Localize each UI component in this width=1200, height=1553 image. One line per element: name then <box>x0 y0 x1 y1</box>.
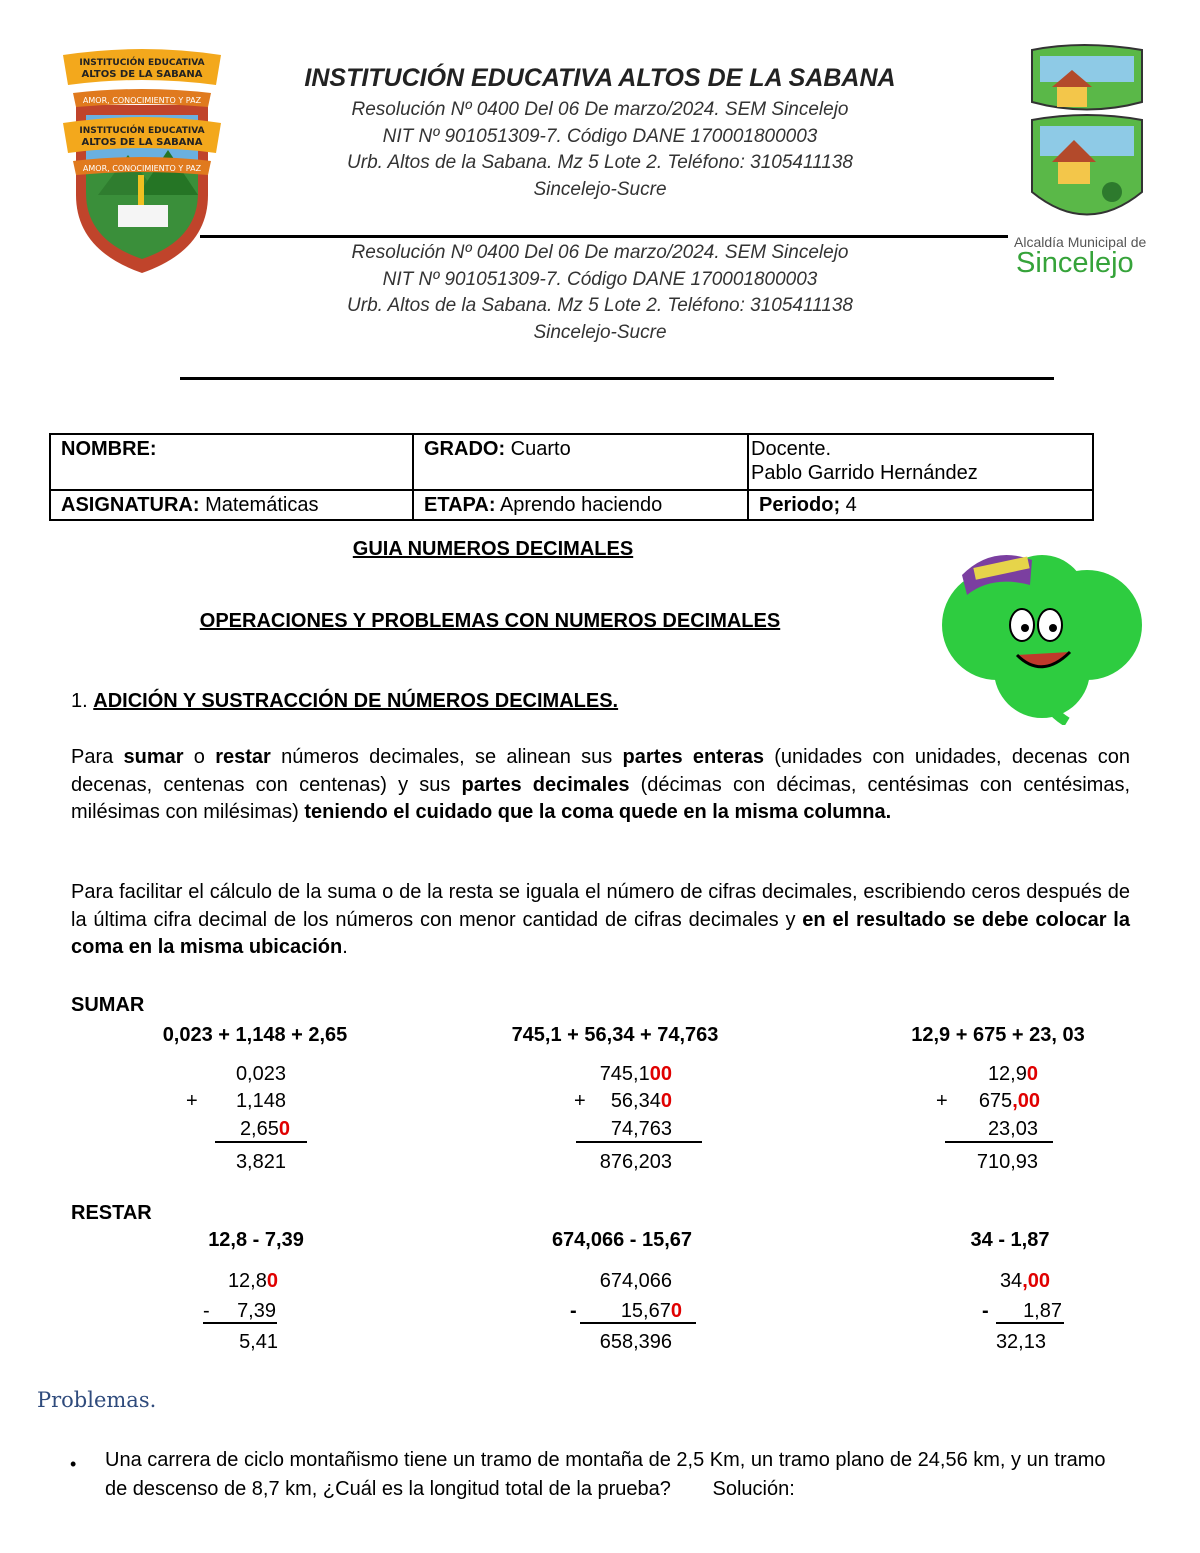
svg-text:AMOR, CONOCIMIENTO Y PAZ: AMOR, CONOCIMIENTO Y PAZ <box>82 96 202 105</box>
nombre-label: NOMBRE: <box>61 438 157 460</box>
periodo-value: 4 <box>840 494 857 516</box>
institution-title: INSTITUCIÓN EDUCATIVA ALTOS DE LA SABANA <box>304 64 896 92</box>
sum-op-row2: 1,148 <box>235 1090 286 1112</box>
sum-op-rule <box>945 1141 1053 1143</box>
header-info-block-repeat <box>200 240 1000 346</box>
sum-op-row2: 56,340 <box>610 1090 672 1112</box>
sub-op-title: 674,066 - 15,67 <box>551 1229 693 1251</box>
sub-op-row1: 674,066 <box>599 1270 672 1292</box>
alcaldia-logo <box>1012 42 1172 287</box>
sub-op-sign: - <box>982 1300 989 1322</box>
header-line-resolucion: Resolución Nº 0400 Del 06 De marzo/2024. SEM Sincelejo <box>351 242 849 263</box>
operaciones-title: OPERACIONES Y PROBLEMAS CON NUMEROS DECIMALES <box>199 610 781 632</box>
etapa-value: Aprendo haciendo <box>495 494 663 516</box>
sub-op-result: 32,13 <box>995 1331 1046 1353</box>
svg-text:INSTITUCIÓN EDUCATIVA: INSTITUCIÓN EDUCATIVA <box>79 126 205 136</box>
alcaldia-city: Sincelejo <box>1016 247 1134 279</box>
header-line-city: Sincelejo-Sucre <box>533 321 667 343</box>
guia-title: GUIA NUMEROS DECIMALES <box>352 538 634 560</box>
section-number: 1. <box>71 690 94 712</box>
header-bottom-divider <box>180 377 1054 380</box>
sub-op-sign: - <box>203 1300 210 1322</box>
svg-text:ALTOS DE LA SABANA: ALTOS DE LA SABANA <box>81 69 203 80</box>
sub-op-rule <box>203 1322 277 1324</box>
problemas-heading: Problemas. <box>37 1388 157 1412</box>
header-line-address: Urb. Altos de la Sabana. Mz 5 Lote 2. Teléfono: 3105411138 <box>347 152 853 173</box>
sum-op-rule <box>576 1141 702 1143</box>
periodo-label: Periodo; <box>759 494 841 516</box>
problem-item <box>105 1446 1125 1504</box>
bullet-icon: • <box>70 1454 77 1474</box>
sum-op-row2: 675,00 <box>978 1090 1040 1112</box>
clover-mascot-illustration <box>922 540 1167 725</box>
sum-op-sign: + <box>186 1090 198 1112</box>
sub-op-row1: 12,80 <box>227 1270 278 1292</box>
sub-op-row1: 34,00 <box>999 1270 1050 1292</box>
grado-label: GRADO: <box>424 438 506 460</box>
sub-op-row2: 15,670 <box>620 1300 682 1322</box>
header-line-city: Sincelejo-Sucre <box>533 178 667 200</box>
header-line-resolucion: Resolución Nº 0400 Del 06 De marzo/2024. SEM Sincelejo <box>351 99 849 120</box>
asignatura-value: Matemáticas <box>199 494 319 516</box>
header-line-nit: NIT Nº 901051309-7. Código DANE 170001800003 <box>382 125 818 147</box>
svg-text:AMOR, CONOCIMIENTO Y PAZ: AMOR, CONOCIMIENTO Y PAZ <box>82 164 202 173</box>
sum-op-row3: 23,03 <box>987 1118 1038 1140</box>
header-line-nit: NIT Nº 901051309-7. Código DANE 170001800003 <box>382 268 818 290</box>
etapa-label: ETAPA: <box>424 494 496 516</box>
sum-op-sign: + <box>574 1090 586 1112</box>
grado-cell <box>413 434 748 490</box>
docente-value: Pablo Garrido Hernández <box>751 462 978 484</box>
alcaldia-label: Alcaldía Municipal de <box>1014 234 1147 250</box>
sub-op-title: 34 - 1,87 <box>970 1229 1050 1251</box>
etapa-cell <box>413 490 748 520</box>
sum-op-result: 876,203 <box>599 1151 672 1173</box>
header-divider <box>200 235 1008 238</box>
header-line-address: Urb. Altos de la Sabana. Mz 5 Lote 2. Teléfono: 3105411138 <box>347 295 853 316</box>
grado-value: Cuarto <box>505 438 571 460</box>
sub-op-row2: 7,39 <box>237 1300 276 1322</box>
asignatura-cell <box>50 490 413 520</box>
svg-text:ALTOS DE LA SABANA: ALTOS DE LA SABANA <box>81 137 203 148</box>
sub-op-row2: 1,87 <box>1023 1300 1062 1322</box>
paragraph-igualar-cifras: Para facilitar el cálculo de la suma o de la resta se iguala el número de cifras decimales, escribiendo ceros después de la última cifra decimal de los números con menor cantidad de cifras decimales y en el resultado se debe colocar la coma en la misma ubicación. <box>71 881 1130 958</box>
sum-op-result: 710,93 <box>976 1151 1038 1173</box>
section-heading <box>71 690 618 713</box>
paragraph-sumar-restar: Para sumar o restar números decimales, se alinean sus partes enteras (unidades con unidades, decenas con decenas, centenas con centenas) y sus partes decimales (décimas con décimas, centésimas con centésimas, milésimas con milésimas) teniendo el cuidado que la coma quede en la misma columna. <box>71 746 1130 823</box>
solution-label: Solución: <box>712 1478 795 1500</box>
asignatura-label: ASIGNATURA: <box>61 494 200 516</box>
docente-cell <box>748 434 1093 490</box>
sub-op-rule <box>580 1322 696 1324</box>
periodo-cell <box>748 490 1093 520</box>
sum-op-result: 3,821 <box>235 1151 286 1173</box>
problem-text: Una carrera de ciclo montañismo tiene un tramo de montaña de 2,5 Km, un tramo plano de 24,56 km, y un tramo de descenso de 8,7 km, ¿Cuál es la longitud total de la prueba? <box>105 1449 1106 1500</box>
sub-op-result: 5,41 <box>239 1331 278 1353</box>
section-title: ADICIÓN Y SUSTRACCIÓN DE NÚMEROS DECIMALES. <box>93 690 619 712</box>
sum-op-row3: 74,763 <box>610 1118 672 1140</box>
sum-op-title: 0,023 + 1,148 + 2,65 <box>162 1024 348 1046</box>
sum-op-row1: 0,023 <box>235 1063 286 1085</box>
restar-label: RESTAR <box>71 1202 152 1224</box>
sub-op-result: 658,396 <box>599 1331 672 1353</box>
sub-op-sign: - <box>570 1300 577 1322</box>
sum-op-rule <box>215 1141 307 1143</box>
sum-op-title: 745,1 + 56,34 + 74,763 <box>511 1024 719 1046</box>
sum-op-title: 12,9 + 675 + 23, 03 <box>911 1024 1085 1046</box>
svg-text:INSTITUCIÓN EDUCATIVA: INSTITUCIÓN EDUCATIVA <box>79 58 205 68</box>
header-info-block <box>200 97 1000 203</box>
student-info-table <box>49 433 1094 521</box>
nombre-cell[interactable] <box>50 434 413 490</box>
docente-label: Docente. <box>751 438 832 460</box>
sumar-label: SUMAR <box>71 994 145 1016</box>
sum-op-row1: 12,90 <box>987 1063 1038 1085</box>
sub-op-rule <box>996 1322 1064 1324</box>
sum-op-row3: 2,650 <box>239 1118 290 1140</box>
sub-op-title: 12,8 - 7,39 <box>208 1229 304 1251</box>
sum-op-row1: 745,100 <box>599 1063 672 1085</box>
sum-op-sign: + <box>936 1090 948 1112</box>
